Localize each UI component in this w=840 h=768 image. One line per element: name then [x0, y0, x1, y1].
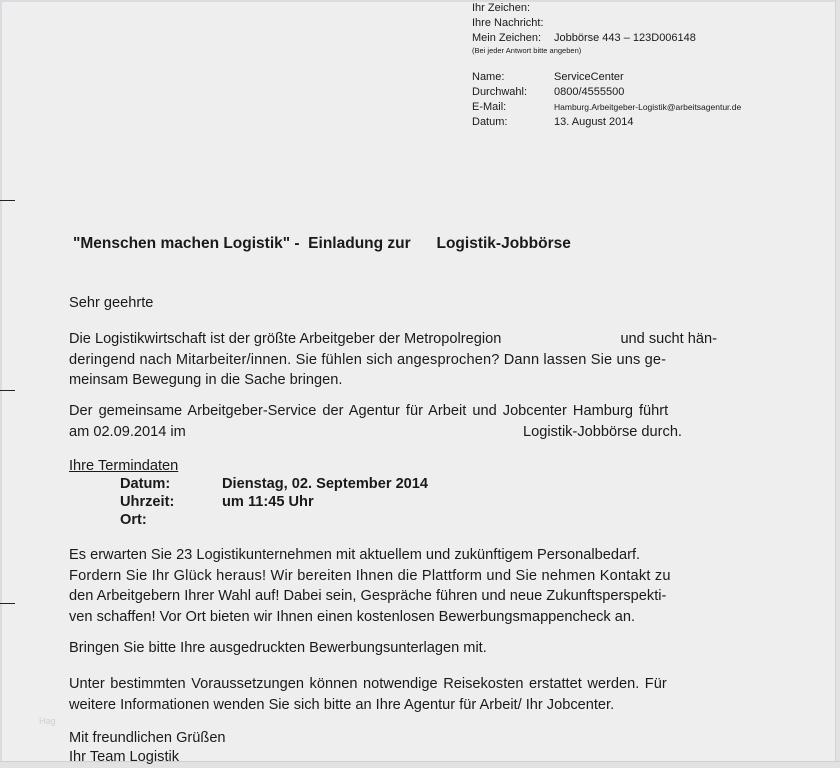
p3-line4: ven schaffen! Vor Ort bieten wir Ihnen einen kostenlosen Bewerbungsmappencheck an. — [69, 608, 635, 625]
closing — [69, 729, 717, 767]
page-edge-top — [0, 0, 840, 2]
p2-line2a: am 02.09.2014 im — [69, 423, 186, 440]
closing-signature: Ihr Team Logistik — [69, 749, 180, 765]
termin-ort-label: Ort: — [120, 512, 147, 528]
contact-block — [472, 70, 741, 130]
termin-heading: Ihre Termindaten — [69, 458, 179, 474]
page-edge-left — [0, 0, 2, 768]
durchwahl-label: Durchwahl: — [472, 86, 528, 98]
mein-zeichen-label: Mein Zeichen: — [472, 32, 542, 44]
termin-details — [120, 475, 428, 529]
p2-line1: Der gemeinsame Arbeitgeber-Service der Agentur für Arbeit und Jobcenter Hamburg führt — [69, 403, 669, 419]
mein-zeichen-value: Jobbörse 443 – 123D006148 — [554, 32, 696, 44]
paragraph-2 — [69, 401, 717, 442]
ihre-nachricht-label: Ihre Nachricht: — [472, 17, 544, 29]
email-label: E-Mail: — [472, 101, 507, 113]
p1-line3: meinsam Bewegung in die Sache bringen. — [69, 372, 343, 388]
paragraph-3 — [69, 545, 717, 627]
p1-line2: deringend nach Mitarbeiter/innen. Sie fühlen sich angesprochen? Dann lassen Sie uns ge- — [69, 351, 667, 368]
p3-line2: Fordern Sie Ihr Glück heraus! Wir bereiten Ihnen die Plattform und Sie nehmen Kontakt zu — [69, 567, 671, 584]
paragraph-5 — [69, 674, 717, 715]
name-value: ServiceCenter — [554, 71, 624, 83]
p5-line2: weitere Informationen wenden Sie sich bitte an Ihre Agentur für Arbeit/ Ihr Jobcenter. — [69, 696, 615, 713]
name-label: Name: — [472, 71, 505, 83]
salutation: Sehr geehrte — [69, 295, 154, 311]
fold-mark-1 — [0, 200, 15, 201]
p3-line1: Es erwarten Sie 23 Logistikunternehmen mit aktuellem und zukünftigem Personalbedarf. — [69, 547, 641, 563]
email-link[interactable]: Hamburg.Arbeitgeber-Logistik@arbeitsagentur.de — [554, 102, 742, 112]
reference-hint: (Bei jeder Antwort bitte angeben) — [472, 46, 582, 55]
paragraph-1 — [69, 329, 717, 391]
termin-datum-label: Datum: — [120, 476, 171, 492]
paragraph-4: Bringen Sie bitte Ihre ausgedruckten Bewerbungsunterlagen mit. — [69, 640, 487, 656]
p1-line1b: und sucht hän- — [620, 331, 717, 347]
termin-uhrzeit-value: um 11:45 Uhr — [222, 494, 314, 510]
closing-greeting: Mit freundlichen Grüßen — [69, 730, 226, 746]
durchwahl-value: 0800/4555500 — [554, 86, 625, 98]
termin-uhrzeit-label: Uhrzeit: — [120, 494, 175, 510]
reference-block — [472, 1, 696, 56]
p5-line1: Unter bestimmten Voraussetzungen können notwendige Reisekosten erstattet werden. Für — [69, 676, 667, 692]
fold-mark-3 — [0, 603, 15, 604]
datum-label: Datum: — [472, 116, 508, 128]
datum-value: 13. August 2014 — [554, 116, 634, 128]
fold-mark-2 — [0, 390, 15, 391]
faint-mark: Hag — [39, 716, 56, 726]
termin-datum-value: Dienstag, 02. September 2014 — [222, 476, 429, 492]
ihr-zeichen-label: Ihr Zeichen: — [472, 2, 531, 14]
letter-title: "Menschen machen Logistik" - Einladung zur Logistik-Jobbörse — [73, 235, 571, 252]
p1-line1a: Die Logistikwirtschaft ist der größte Arbeitgeber der Metropolregion — [69, 331, 502, 347]
p3-line3: den Arbeitgebern Ihrer Wahl auf! Dabei sein, Gespräche führen und neue Zukunftsperspekti- — [69, 588, 667, 604]
page-edge-right — [835, 0, 840, 768]
p2-line2b: Logistik-Jobbörse durch. — [523, 423, 682, 440]
